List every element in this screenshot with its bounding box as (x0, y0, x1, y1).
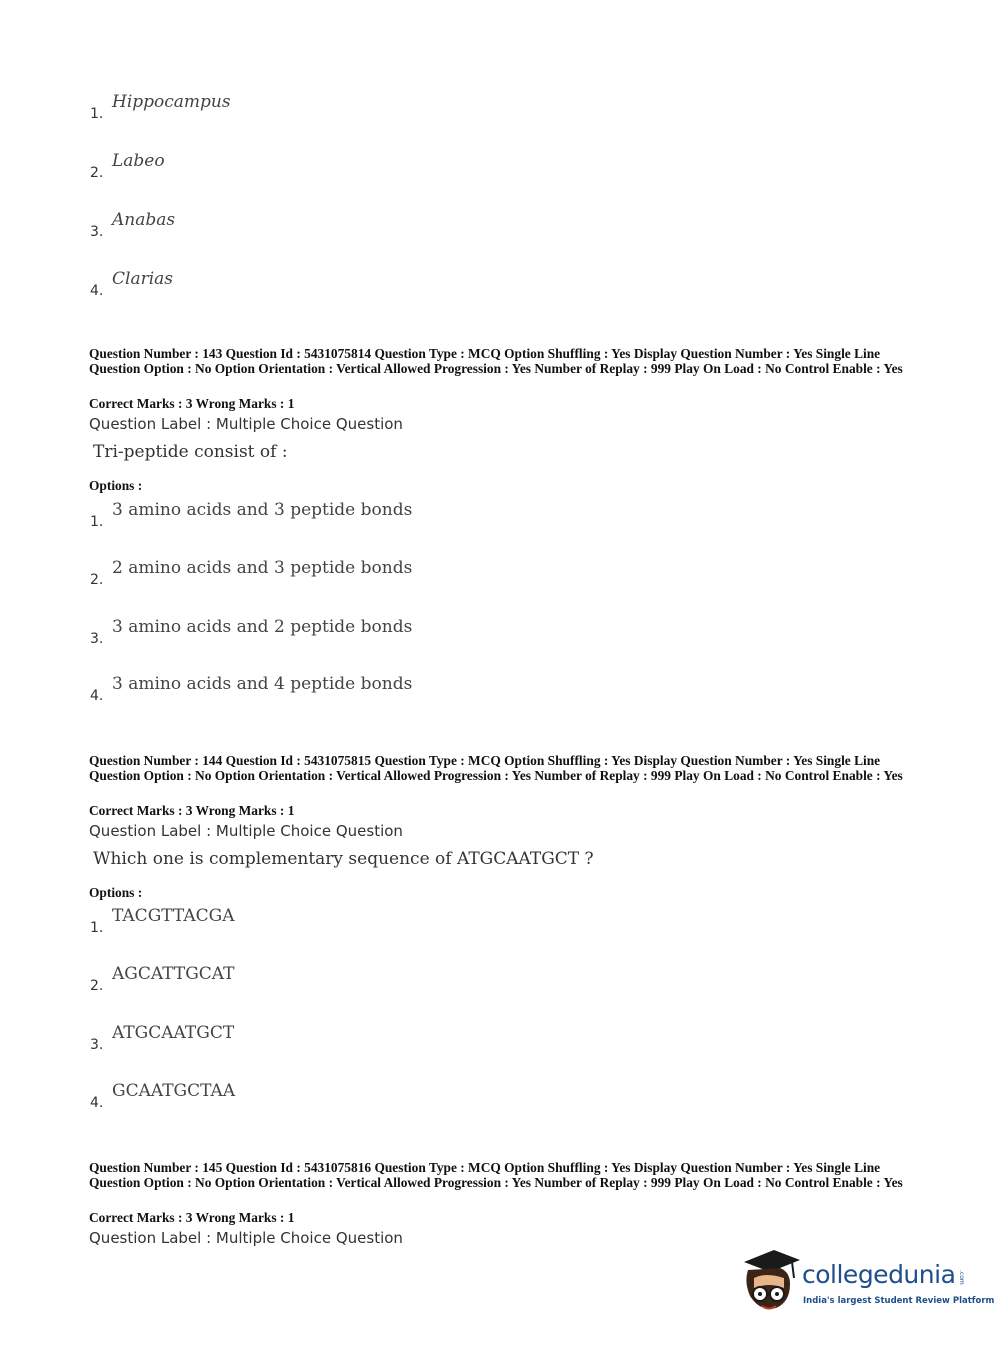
option-text: 3 amino acids and 3 peptide bonds (112, 500, 413, 520)
question-label: Question Label : Multiple Choice Question (89, 1229, 403, 1247)
option-number: 3. (90, 631, 104, 647)
option-number: 1. (90, 106, 104, 122)
option-number: 1. (90, 920, 104, 936)
option-text: ATGCAATGCT (112, 1023, 235, 1043)
question-marks: Correct Marks : 3 Wrong Marks : 1 (89, 803, 295, 818)
option-number: 4. (90, 1095, 104, 1111)
collegedunia-logo (740, 1248, 995, 1318)
question-marks: Correct Marks : 3 Wrong Marks : 1 (89, 1210, 295, 1225)
option-number: 2. (90, 165, 104, 181)
question-meta: Question Number : 145 Question Id : 5431075816 Question Type : MCQ Option Shuffling : Yes Display Question Number : Yes Single Line Question Option : No Option Orientation : Vertical Allowed Progression : Yes Number of Replay : 999 Play On Load : No Control Enable : Yes (89, 1160, 903, 1190)
option-number: 2. (90, 572, 104, 588)
option-text: AGCATTGCAT (112, 964, 235, 984)
logo-wordmark: collegedunia (802, 1260, 956, 1289)
option-number: 3. (90, 224, 104, 240)
option-text: 3 amino acids and 4 peptide bonds (112, 674, 413, 694)
question-marks: Correct Marks : 3 Wrong Marks : 1 (89, 396, 295, 411)
question-meta: Question Number : 144 Question Id : 5431075815 Question Type : MCQ Option Shuffling : Yes Display Question Number : Yes Single Line Question Option : No Option Orientation : Vertical Allowed Progression : Yes Number of Replay : 999 Play On Load : No Control Enable : Yes (89, 753, 903, 783)
option-number: 3. (90, 1037, 104, 1053)
mascot-icon (740, 1248, 802, 1318)
question-label: Question Label : Multiple Choice Question (89, 415, 403, 433)
option-number: 4. (90, 688, 104, 704)
options-label: Options : (89, 478, 143, 493)
question-label: Question Label : Multiple Choice Question (89, 822, 403, 840)
option-text: TACGTTACGA (112, 906, 235, 926)
option-number: 4. (90, 283, 104, 299)
option-text: 2 amino acids and 3 peptide bonds (112, 558, 413, 578)
option-text: Labeo (112, 151, 165, 171)
option-text: Clarias (112, 269, 174, 289)
question-meta: Question Number : 143 Question Id : 5431075814 Question Type : MCQ Option Shuffling : Yes Display Question Number : Yes Single Line Question Option : No Option Orientation : Vertical Allowed Progression : Yes Number of Replay : 999 Play On Load : No Control Enable : Yes (89, 346, 903, 376)
option-text: 3 amino acids and 2 peptide bonds (112, 617, 413, 637)
option-text: Hippocampus (112, 92, 231, 112)
option-number: 2. (90, 978, 104, 994)
logo-tagline: India's largest Student Review Platform (803, 1296, 995, 1306)
option-text: GCAATGCTAA (112, 1081, 236, 1101)
option-number: 1. (90, 514, 104, 530)
logo-domain: .com (958, 1270, 965, 1285)
options-label: Options : (89, 885, 143, 900)
question-text: Tri-peptide consist of : (93, 442, 288, 462)
question-text: Which one is complementary sequence of ATGCAATGCT ? (93, 849, 594, 869)
option-text: Anabas (112, 210, 176, 230)
